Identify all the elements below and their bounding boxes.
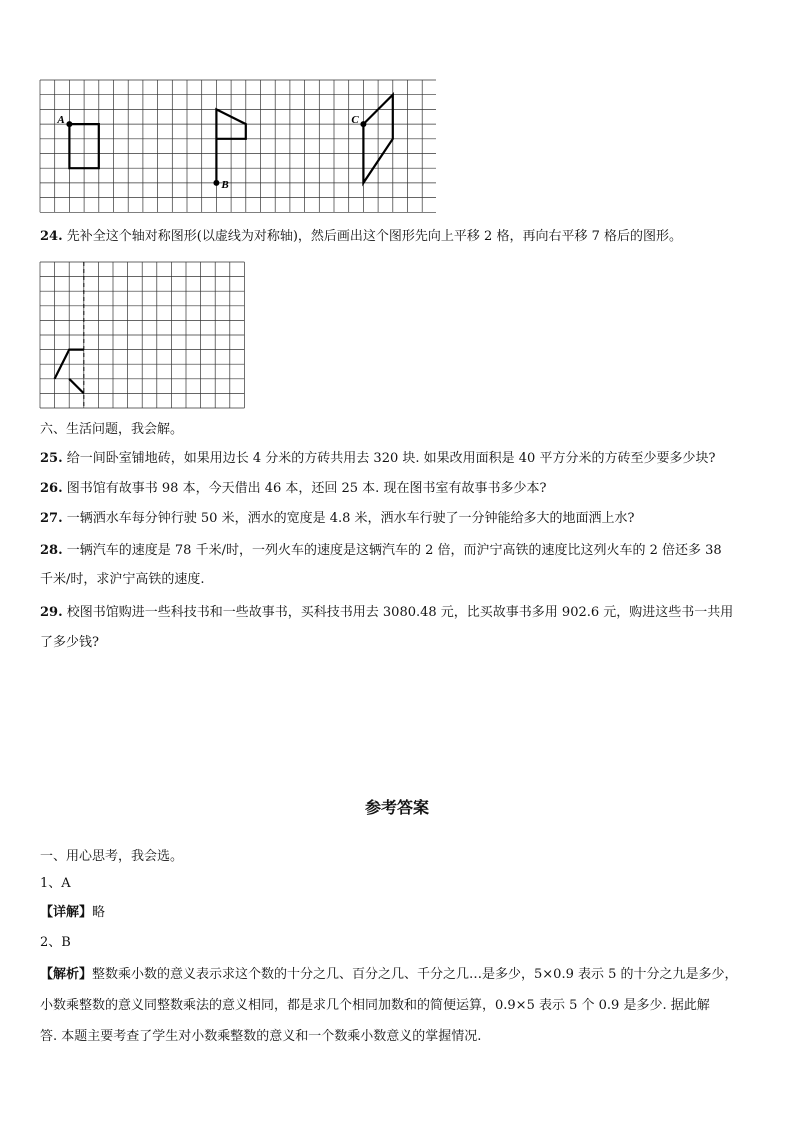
question-text: 一辆汽车的速度是 78 千米/时，一列火车的速度是这辆汽车的 2 倍，而沪宁高铁的速度比这列火车的 2 倍还多 38 — [66, 543, 722, 558]
point-c-dot — [360, 121, 366, 127]
analysis-text: 整数乘小数的意义表示求这个数的十分之几、百分之几、千分之几…是多少，5×0.9 表示 5 的十分之九是多少， — [92, 967, 738, 982]
answer-2: 2、B — [40, 935, 71, 950]
question-number: 24. — [40, 229, 63, 244]
grid-figure-1 — [36, 76, 436, 216]
question-number: 28. — [40, 543, 63, 558]
question-24 — [40, 229, 682, 245]
point-b-label: B — [221, 178, 229, 191]
question-text: 先补全这个轴对称图形(以虚线为对称轴)，然后画出这个图形先向上平移 2 格，再向右平移 7 格后的图形。 — [66, 229, 682, 244]
answer-2-analysis-line-3: 答. 本题主要考查了学生对小数乘整数的意义和一个数乘小数意义的掌握情况. — [40, 1029, 482, 1044]
question-29 — [40, 605, 733, 621]
point-a-dot — [66, 121, 72, 127]
question-number: 29. — [40, 605, 63, 620]
point-c-label: C — [351, 114, 359, 127]
section-heading-six: 六、生活问题，我会解。 — [40, 422, 184, 437]
answer-1-detail — [40, 905, 105, 921]
grid-figure-2 — [36, 260, 246, 410]
detail-text: 略 — [92, 905, 106, 920]
point-b-dot — [213, 180, 219, 186]
detail-tag: 【详解】 — [40, 905, 93, 920]
answer-key-title: 参考答案 — [364, 798, 429, 817]
analysis-tag: 【解析】 — [40, 967, 93, 982]
question-25 — [40, 451, 715, 467]
half-shape-lower — [69, 379, 84, 394]
question-28-continued: 千米/时，求沪宁高铁的速度. — [40, 572, 205, 587]
question-text: 校图书馆购进一些科技书和一些故事书，买科技书用去 3080.48 元，比买故事书多用 902.6 元，购进这些书一共用 — [66, 605, 734, 620]
point-a-label: A — [57, 114, 65, 127]
question-27 — [40, 511, 634, 527]
question-number: 25. — [40, 451, 63, 466]
question-number: 27. — [40, 511, 63, 526]
question-number: 26. — [40, 481, 63, 496]
answer-2-analysis — [40, 967, 738, 983]
answer-1: 1、A — [40, 876, 71, 891]
question-28 — [40, 543, 722, 559]
question-26 — [40, 481, 546, 497]
question-29-continued: 了多少钱? — [40, 635, 99, 650]
answer-2-analysis-line-2: 小数乘整数的意义同整数乘法的意义相同，都是求几个相同加数和的简便运算，0.9×5 表示 5 个 0.9 是多少. 据此解 — [40, 998, 710, 1013]
question-text: 图书馆有故事书 98 本，今天借出 46 本，还回 25 本. 现在图书室有故事书多少本? — [66, 481, 547, 496]
question-text: 一辆洒水车每分钟行驶 50 米，洒水的宽度是 4.8 米，洒水车行驶了一分钟能给多大的地面洒上水? — [66, 511, 635, 526]
answer-section-heading: 一、用心思考，我会选。 — [40, 849, 184, 864]
question-text: 给一间卧室铺地砖，如果用边长 4 分米的方砖共用去 320 块. 如果改用面积是 40 平方分米的方砖至少要多少块? — [66, 451, 716, 466]
